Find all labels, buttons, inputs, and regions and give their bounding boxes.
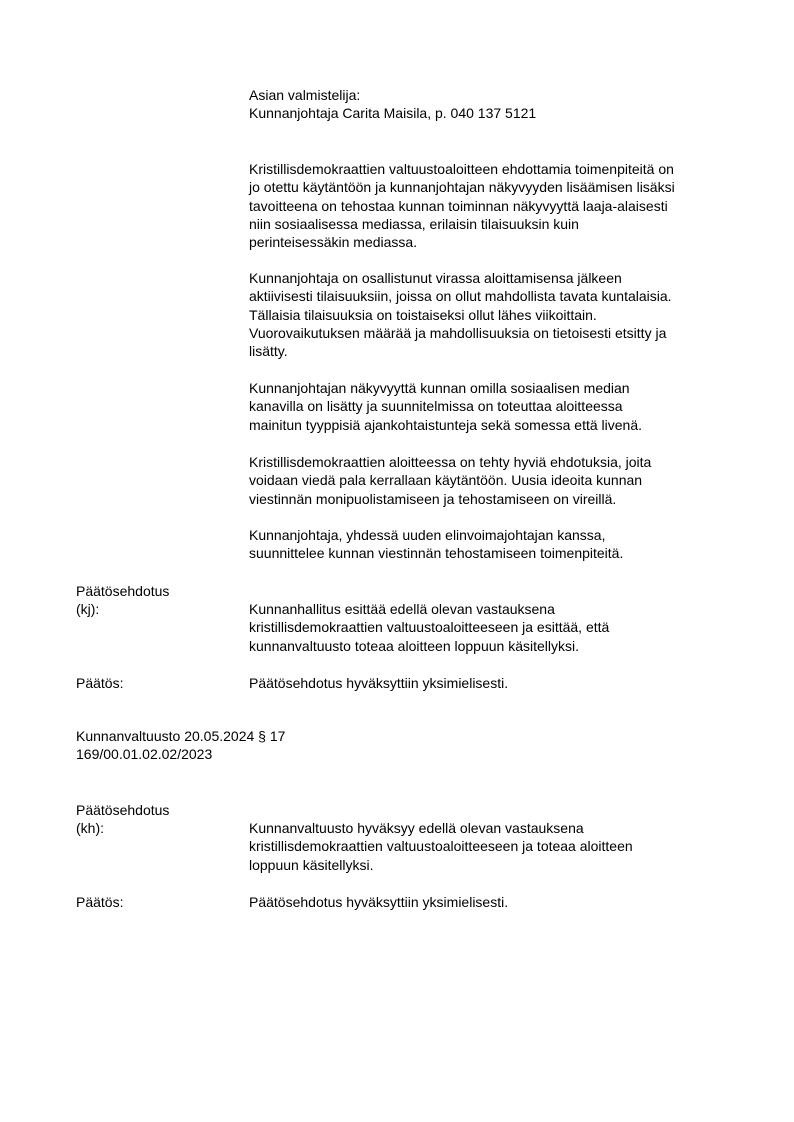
body-paragraph (249, 453, 651, 508)
preparer-label: Asian valmistelija: (249, 87, 361, 103)
text-line: Kunnanhallitus esittää edellä olevan vastauksena (249, 601, 555, 617)
body-paragraph (249, 526, 623, 563)
text-line: kristillisdemokraattien valtuustoaloitteeseen ja toteaa aloitteen (249, 838, 633, 855)
text-line: Vuorovaikutuksen määrää ja mahdollisuuksia on tietoisesti etsitty ja (249, 324, 667, 341)
text-line: Kunnanvaltuusto hyväksyy edellä olevan vastauksena (249, 820, 584, 836)
text-line: suunnittelee kunnan viestinnän tehostamiseen toimenpiteitä. (249, 545, 624, 562)
body-paragraph (249, 269, 672, 360)
text-line: jo otettu käytäntöön ja kunnanjohtajan näkyvyyden lisäämisen lisäksi (249, 179, 675, 196)
text-line: Kunnanjohtajan näkyvyyttä kunnan omilla sosiaalisen median (249, 380, 630, 396)
text-line: Tällaisia tilaisuuksia on toistaiseksi ollut lähes viikoittain. (249, 306, 597, 323)
text-line: viestinnän monipuolistamiseen ja tehostamiseen on vireillä. (249, 490, 617, 507)
text-line: kunnanvaltuusto toteaa aloitteen loppuun käsitellyksi. (249, 637, 579, 654)
council-meeting-line: Kunnanvaltuusto 20.05.2024 § 17 (76, 728, 286, 744)
proposal-label-line: Päätösehdotus (76, 802, 170, 818)
text-line: voidaan viedä pala kerrallaan käytäntöön. Uusia ideoita kunnan (249, 472, 643, 489)
text-line: niin sosiaalisessa mediassa, erilaisin tilaisuuksin kuin (249, 215, 579, 232)
text-line: perinteisessäkin mediassa. (249, 234, 418, 251)
decision-1-label: Päätös: (76, 675, 124, 691)
proposal-label-line: (kj): (76, 601, 100, 618)
text-line: Kristillisdemokraattien valtuustoaloitteen ehdottamia toimenpiteitä on (249, 161, 674, 177)
proposal-kj-label (76, 582, 169, 619)
proposal-kh-label (76, 801, 169, 838)
decision-1-value: Päätösehdotus hyväksyttiin yksimielisesti. (249, 675, 509, 691)
text-line: mainitun tyyppisiä ajankohtaistunteja sekä somessa että livenä. (249, 416, 642, 433)
text-line: loppuun käsitellyksi. (249, 856, 374, 873)
proposal-label-line: (kh): (76, 820, 104, 837)
proposal-kh-text (249, 819, 633, 874)
text-line: kristillisdemokraattien valtuustoaloitteeseen ja esittää, että (249, 619, 610, 636)
text-line: kanavilla on lisätty ja suunnitelmissa on toteuttaa aloitteessa (249, 398, 623, 415)
preparer-value: Kunnanjohtaja Carita Maisila, p. 040 137 5121 (249, 105, 537, 122)
text-line: Kunnanjohtaja, yhdessä uuden elinvoimajohtajan kanssa, (249, 527, 606, 543)
proposal-kj-text (249, 600, 609, 655)
decision-2-label: Päätös: (76, 894, 124, 910)
text-line: lisätty. (249, 343, 288, 360)
decision-2-value: Päätösehdotus hyväksyttiin yksimielisesti. (249, 894, 509, 910)
record-number: 169/00.01.02.02/2023 (76, 746, 213, 763)
text-line: aktiivisesti tilaisuuksiin, joissa on ollut mahdollista tavata kuntalaisia. (249, 288, 672, 305)
council-heading (76, 727, 285, 764)
body-paragraph (249, 160, 675, 251)
text-line: Kunnanjohtaja on osallistunut virassa aloittamisensa jälkeen (249, 270, 622, 286)
proposal-label-line: Päätösehdotus (76, 583, 170, 599)
body-paragraph (249, 379, 642, 434)
preparer-block (249, 86, 536, 123)
text-line: Kristillisdemokraattien aloitteessa on tehty hyviä ehdotuksia, joita (249, 454, 652, 470)
text-line: tavoitteena on tehostaa kunnan toiminnan näkyvyyttä laaja-alaisesti (249, 197, 668, 214)
